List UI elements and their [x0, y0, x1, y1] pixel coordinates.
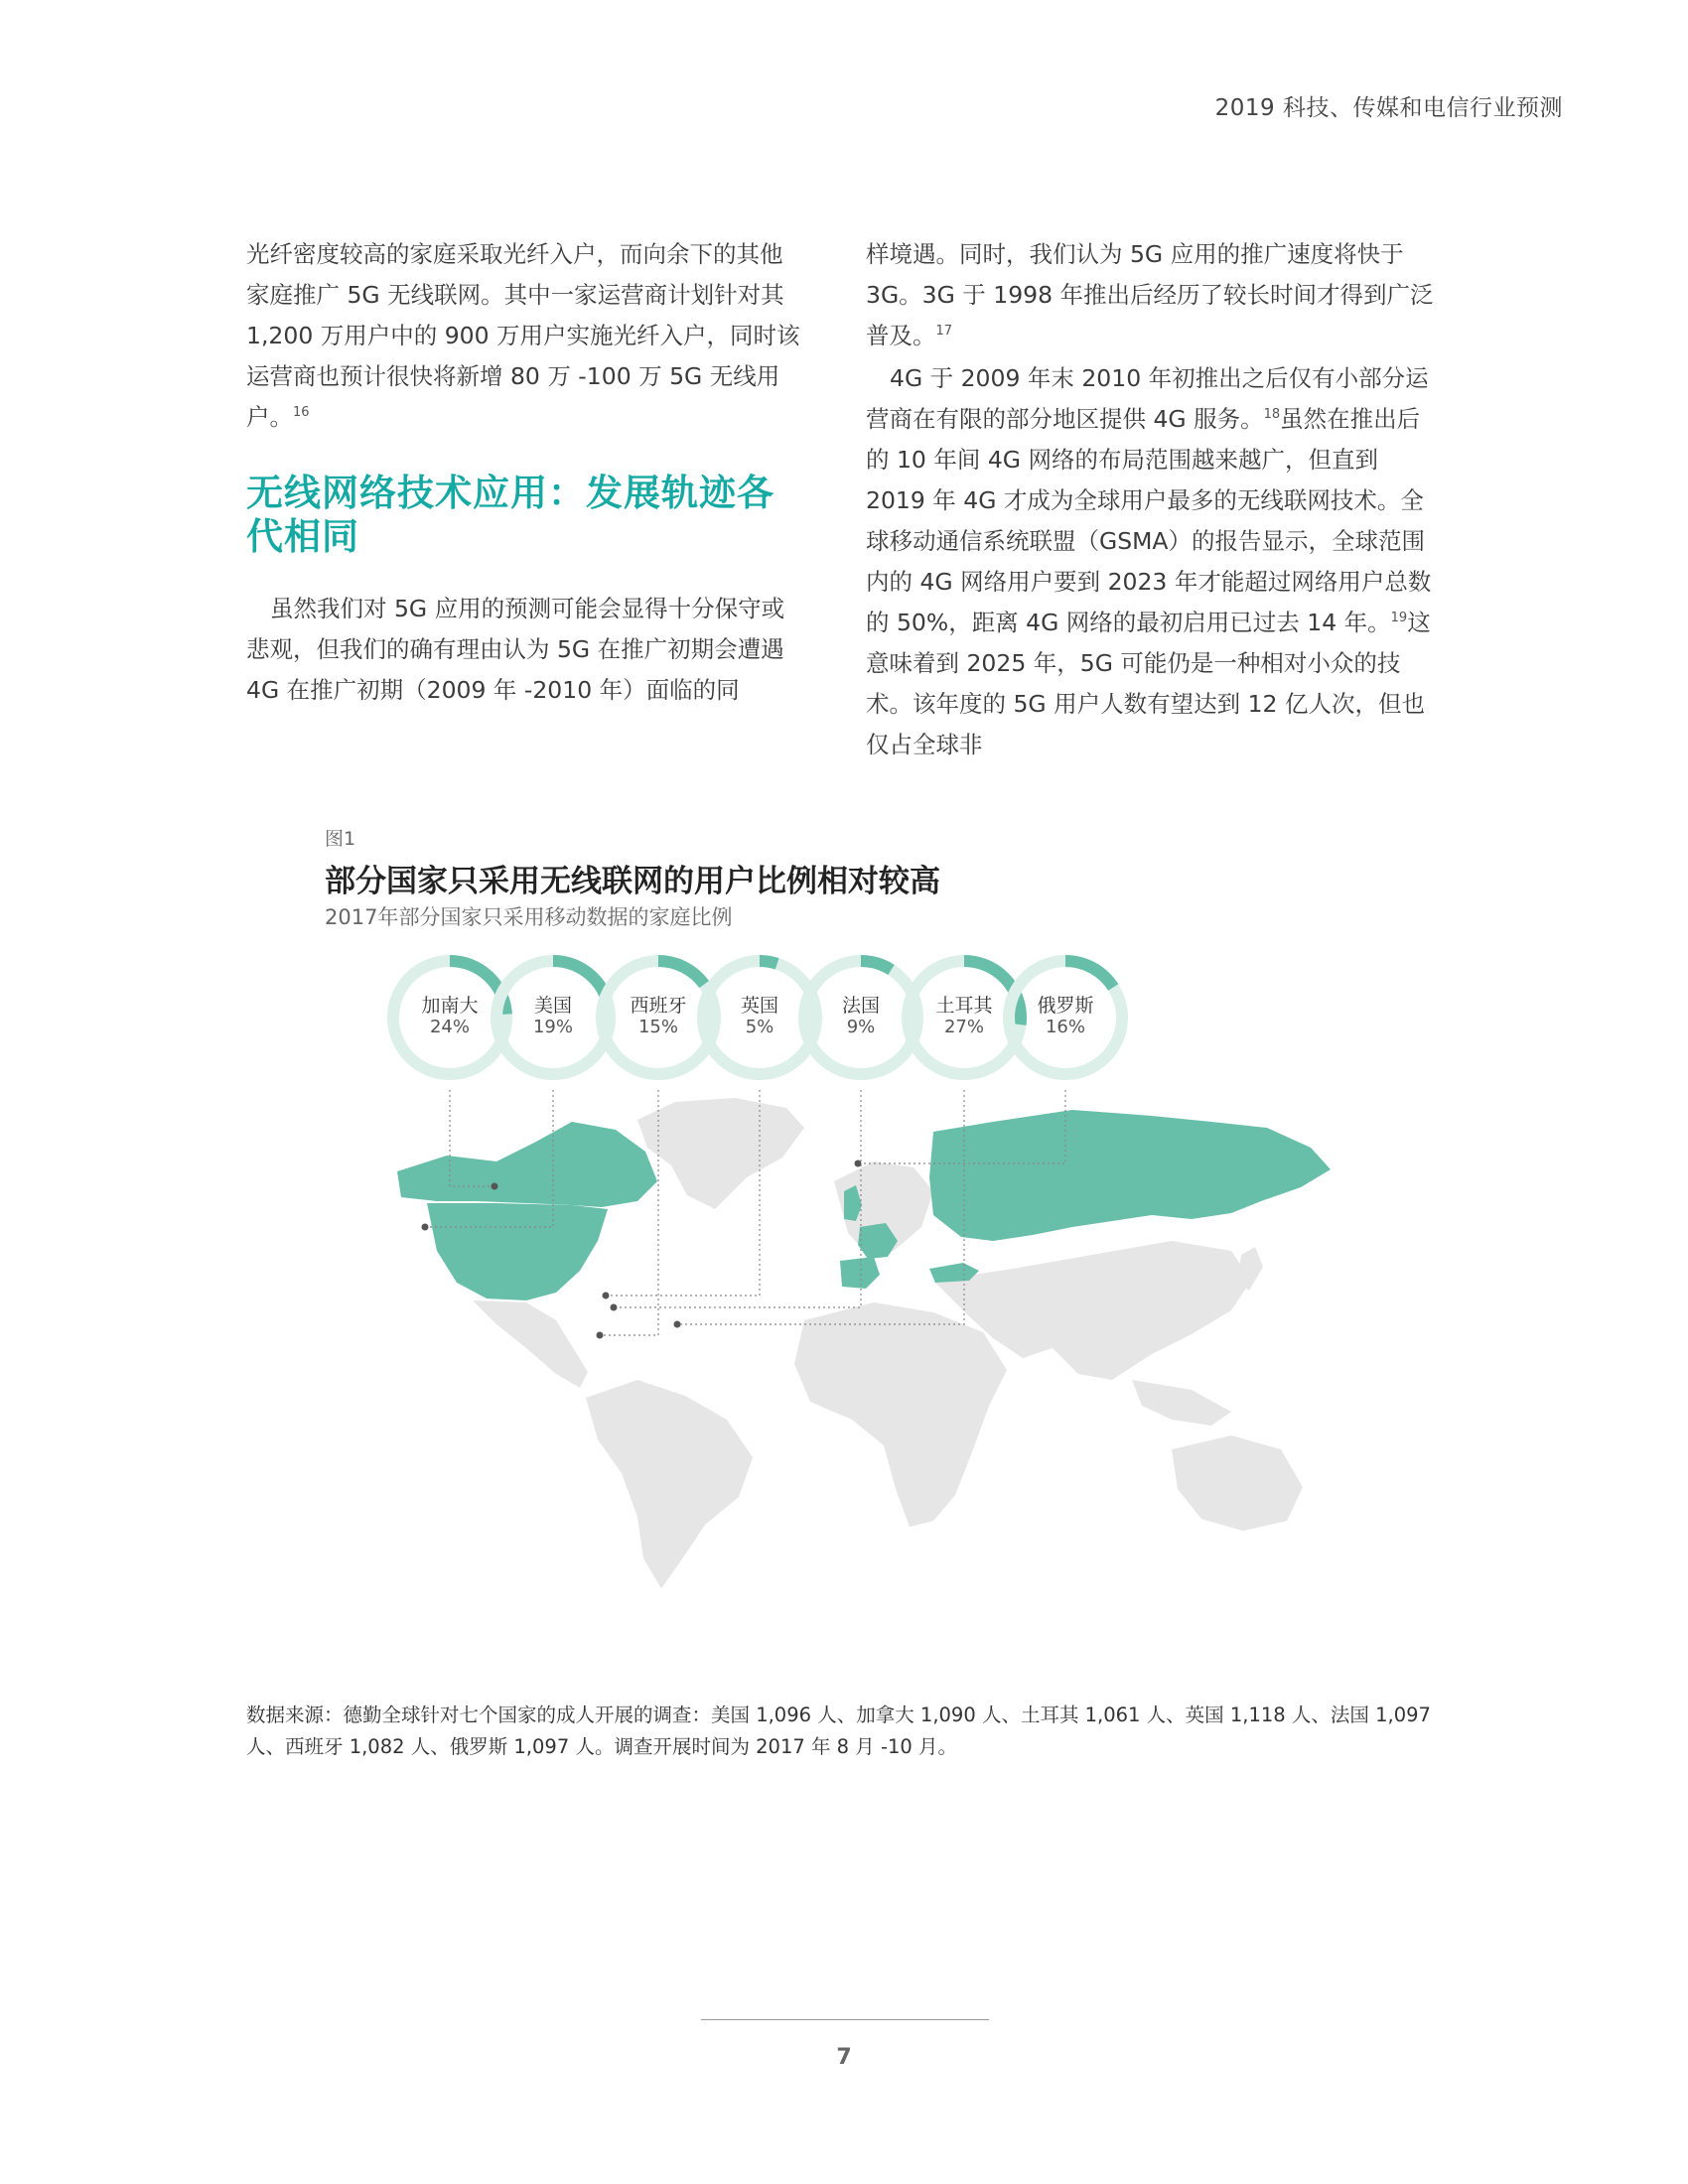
location-dot-3	[603, 1293, 610, 1299]
figure-title: 部分国家只采用无线联网的用户比例相对较高	[325, 864, 940, 899]
left-paragraph-1: 光纤密度较高的家庭采取光纤入户，而向余下的其他家庭推广 5G 无线联网。其中一家运营商计划针对其 1,200 万用户中的 900 万用户实施光纤入户，同时该运营商也预计很快将新增 80 万 -100 万 5G 无线用户。$^{16}$	[246, 240, 800, 431]
donut-label-6	[1001, 995, 1130, 1038]
footnote-ref-19[interactable]: 19	[1390, 611, 1408, 626]
donut-country-0: 加南大	[421, 995, 479, 1017]
donut-value-2: 15%	[637, 1017, 678, 1037]
location-dot-6	[855, 1160, 862, 1167]
location-dot-1	[422, 1224, 429, 1231]
donut-6	[1001, 953, 1130, 1082]
map-se-asia	[1132, 1380, 1231, 1426]
right-column	[866, 234, 1440, 765]
map-greenland	[637, 1098, 804, 1209]
location-dot-2	[597, 1332, 604, 1339]
donut-country-5: 土耳其	[935, 995, 993, 1017]
map-south-america	[586, 1380, 753, 1588]
map-spain	[840, 1257, 880, 1289]
footnote-ref-17[interactable]: 17	[935, 324, 953, 340]
donut-value-1: 19%	[532, 1017, 573, 1037]
donut-country-3: 英国	[740, 995, 778, 1017]
source-note: 数据来源：德勤全球针对七个国家的成人开展的调查：美国 1,096 人、加拿大 1,090 人、土耳其 1,061 人、英国 1,118 人、法国 1,097 人、西班牙 1,082 人、俄罗斯 1,097 人。调查开展时间为 2017 年 8 月 -10 月。	[246, 1704, 1431, 1758]
donut-value-0: 24%	[429, 1017, 470, 1037]
donut-value-4: 9%	[846, 1017, 876, 1037]
map-africa	[794, 1302, 1007, 1527]
world-map-figure	[377, 953, 1410, 1588]
left-column	[246, 234, 802, 711]
map-russia	[929, 1110, 1331, 1241]
footnote-ref-18[interactable]: 18	[1263, 407, 1281, 423]
footnote-ref-16[interactable]: 16	[293, 405, 310, 421]
page-number: 7	[836, 2045, 852, 2070]
location-dot-4	[611, 1304, 618, 1311]
map-canada	[397, 1122, 657, 1207]
location-dot-0	[492, 1183, 498, 1190]
figure-subtitle: 2017年部分国家只采用移动数据的家庭比例	[325, 905, 733, 929]
figure-label: 图1	[325, 828, 356, 850]
right-paragraph-2: 4G 于 2009 年末 2010 年初推出之后仅有小部分运营商在有限的部分地区提供 4G 服务。$^{18}$虽然在推出后的 10 年间 4G 网络的布局范围越来越广，但直到 2019 年 4G 才成为全球用户最多的无线联网技术。全球移动通信系统联盟（GSMA）的报告显示，全球范围内的 4G 网络用户要到 2023 年才能超过网络用户总数的 50%，距离 4G 网络的最初启用已过去 14 年。$^{19}$这意味着到 2025 年，5G 可能仍是一种相对小众的技术。该年度的 5G 用户人数有望达到 12 亿人次，但也仅占全球非	[866, 364, 1432, 758]
right-paragraph-1: 样境遇。同时，我们认为 5G 应用的推广速度将快于 3G。3G 于 1998 年推出后经历了较长时间才得到广泛普及。$^{17}$	[866, 240, 1434, 349]
donut-country-1: 美国	[533, 995, 572, 1017]
donut-country-6: 俄罗斯	[1037, 995, 1094, 1017]
donut-country-2: 西班牙	[630, 995, 687, 1017]
location-dot-5	[674, 1321, 681, 1328]
left-paragraph-2: 虽然我们对 5G 应用的预测可能会显得十分保守或悲观，但我们的确有理由认为 5G 在推广初期会遭遇 4G 在推广初期（2009 年 -2010 年）面临的同	[246, 595, 785, 704]
donut-country-4: 法国	[841, 995, 880, 1017]
donut-value-6: 16%	[1045, 1017, 1085, 1037]
donut-value-3: 5%	[745, 1017, 774, 1037]
running-header: 2019 科技、传媒和电信行业预测	[1214, 95, 1563, 121]
section-heading: 无线网络技术应用：发展轨迹各代相同	[246, 472, 774, 558]
map-usa	[427, 1203, 608, 1300]
footer-rule	[701, 2019, 989, 2020]
map-mexico	[473, 1300, 588, 1388]
donut-value-5: 27%	[943, 1017, 984, 1037]
map-australia	[1172, 1435, 1303, 1531]
